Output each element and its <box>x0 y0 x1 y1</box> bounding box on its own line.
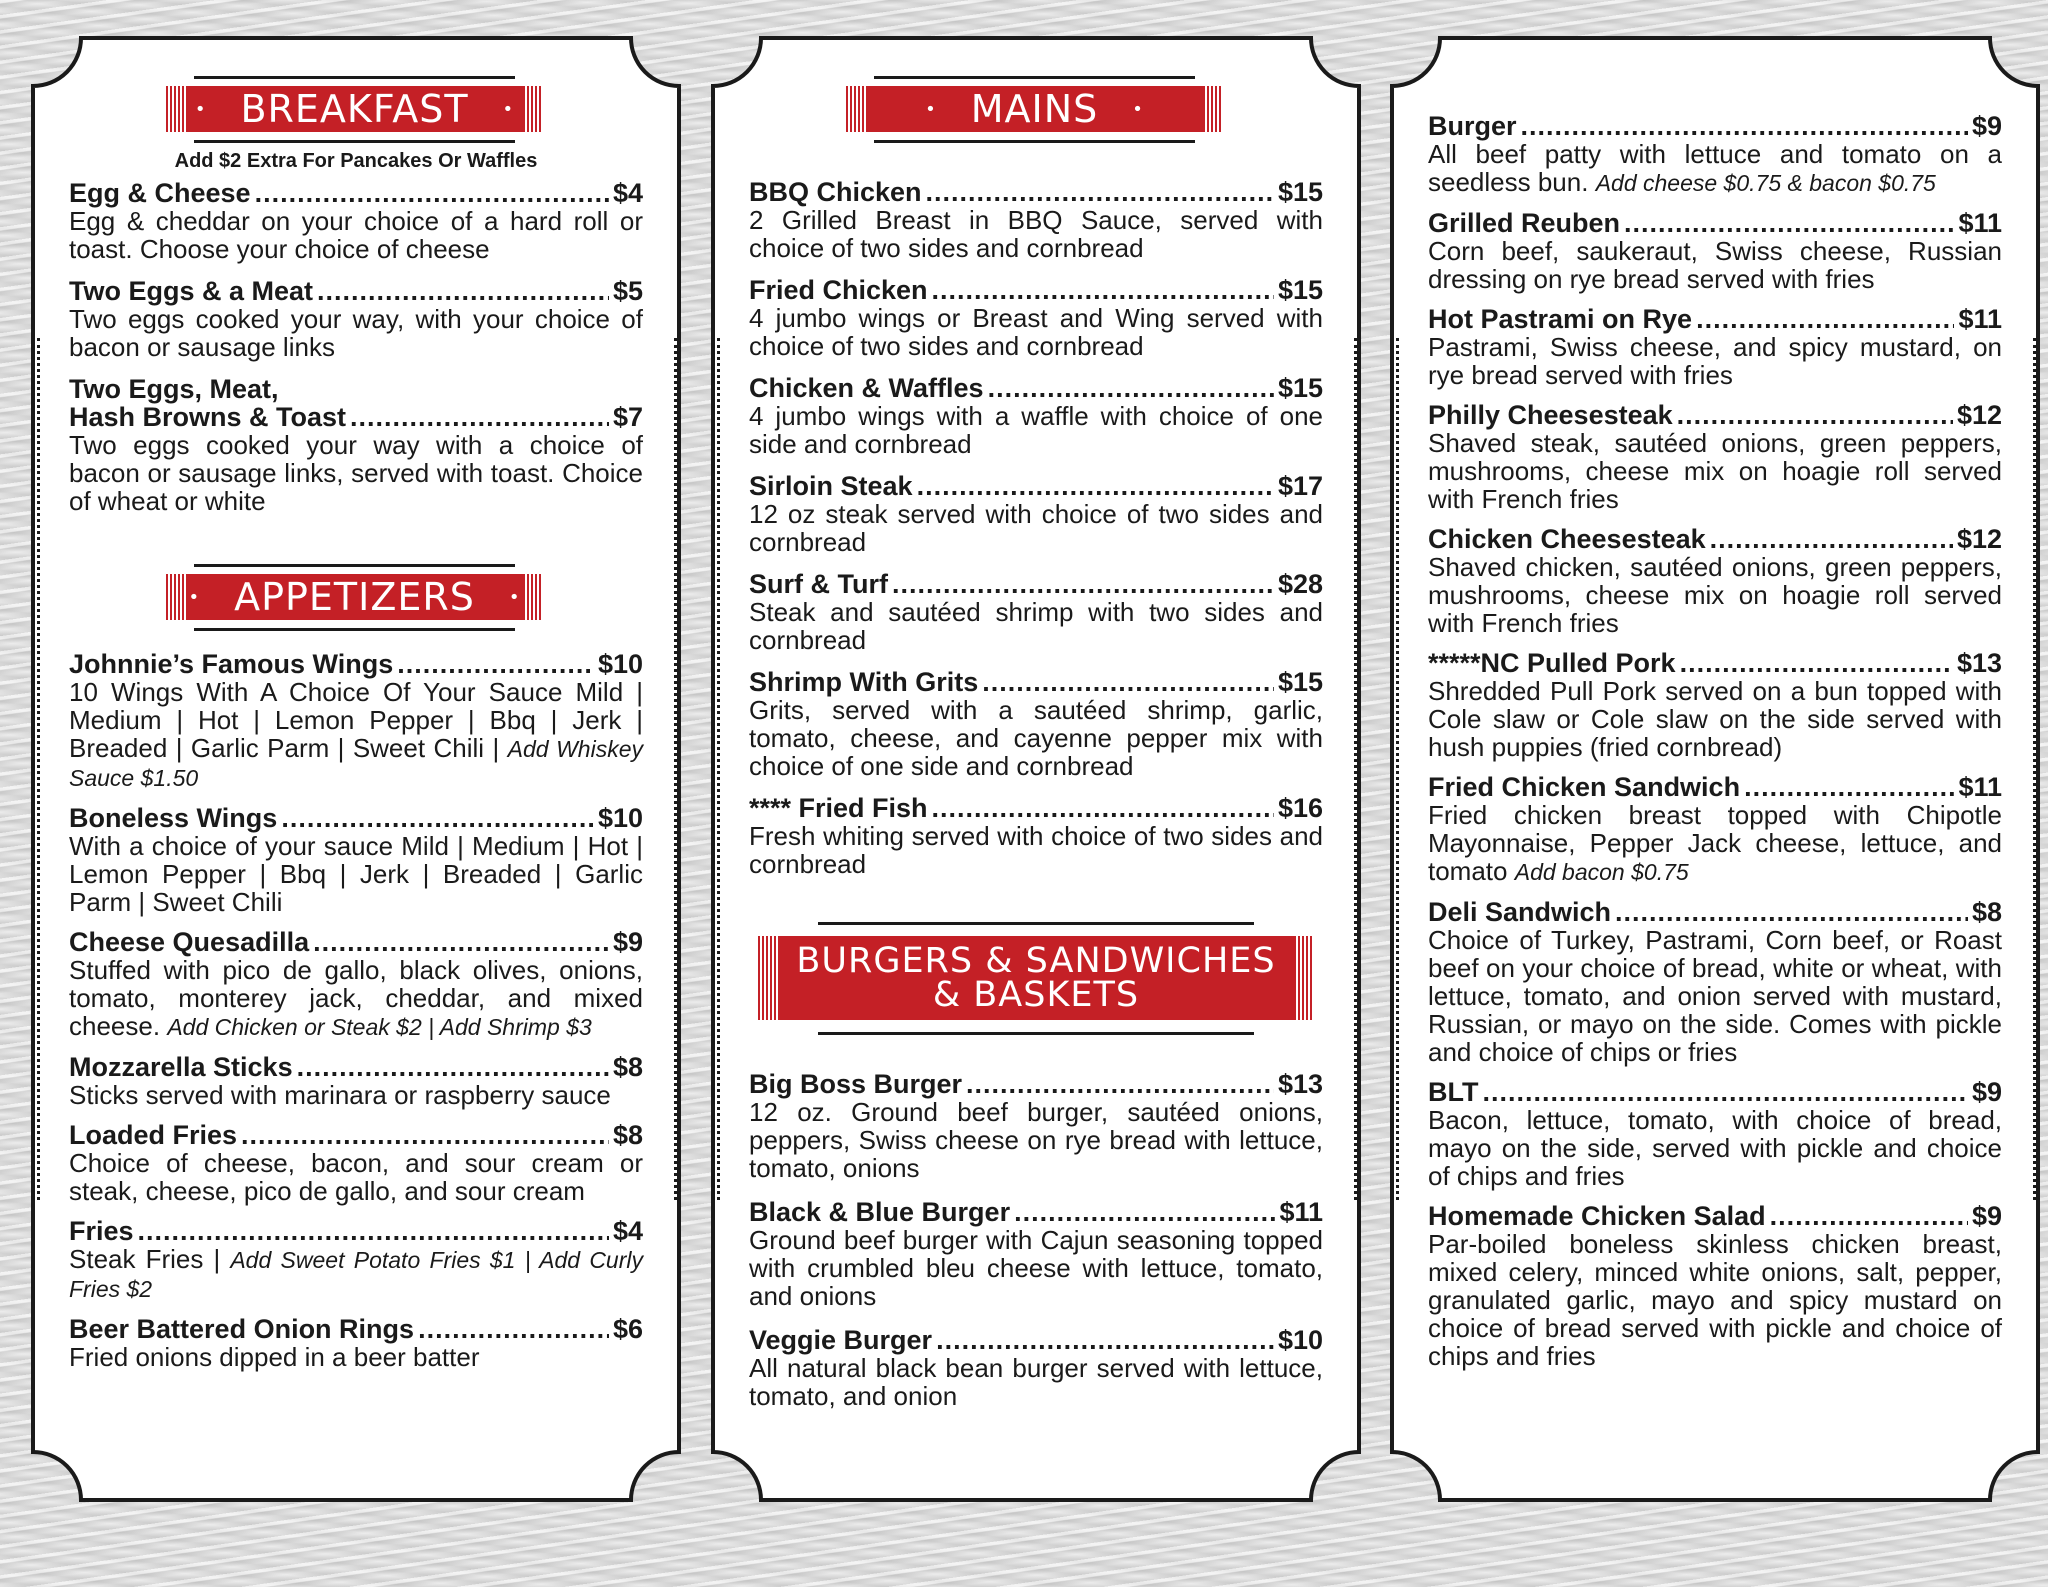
menu-item <box>749 472 1323 556</box>
item-price: $9 <box>1971 111 2002 141</box>
menu-item <box>69 1315 643 1371</box>
dotted-divider <box>37 338 40 1200</box>
item-description-text: Fried onions dipped in a beer batter <box>69 1342 480 1372</box>
item-price: $8 <box>612 1052 643 1082</box>
item-price: $17 <box>1277 471 1323 501</box>
item-description-text: Fried chicken breast topped with Chipotle Mayonnaise, Pepper Jack cheese, lettuce, and tomato <box>1428 800 2002 886</box>
item-description-text: Steak and sautéed shrimp with two sides and cornbread <box>749 597 1323 655</box>
item-price: $11 <box>1958 304 2002 334</box>
item-price: $10 <box>597 649 643 679</box>
item-note: Add cheese $0.75 & bacon $0.75 <box>1595 170 1936 196</box>
item-note: Add Chicken or Steak $2 | Add Shrimp $3 <box>167 1014 592 1040</box>
item-name: *****NC Pulled Pork <box>1428 648 1676 678</box>
menu-item <box>1428 649 2002 761</box>
menu-item <box>1428 401 2002 513</box>
item-price: $8 <box>612 1120 643 1150</box>
appetizers-title: APPETIZERS <box>234 575 475 619</box>
item-name: Philly Cheesesteak <box>1428 400 1673 430</box>
item-description-text: 10 Wings With A Choice Of Your Sauce Mild | Medium | Hot | Lemon Pepper | Bbq | Jerk | Breaded | Garlic Parm | Sweet Chili | <box>69 677 643 763</box>
item-description <box>1428 1106 2002 1190</box>
burgers-banner <box>758 920 1314 1038</box>
menu-item <box>69 928 643 1041</box>
panel-right <box>1392 38 2038 1500</box>
breakfast-banner: • BREAKFAST • <box>166 74 543 146</box>
item-description-text: 2 Grilled Breast in BBQ Sauce, served with choice of two sides and cornbread <box>749 205 1323 263</box>
item-description <box>749 822 1323 878</box>
item-name: BBQ Chicken <box>749 177 922 207</box>
item-name: Hash Browns & Toast <box>69 402 347 432</box>
menu-item <box>69 375 643 515</box>
menu-item <box>69 1053 643 1109</box>
item-description-text: Par-boiled boneless skinless chicken breast, mixed celery, minced white onions, salt, pepper, granulated garlic, mayo and spicy mustard on choice of bread served with pickle and choice of chips and fries <box>1428 1229 2002 1371</box>
item-description-text: 4 jumbo wings or Breast and Wing served with choice of two sides and cornbread <box>749 303 1323 361</box>
item-description <box>1428 553 2002 637</box>
dotted-divider <box>2033 338 2036 1200</box>
menu-item <box>1428 112 2002 197</box>
item-price: $15 <box>1277 373 1323 403</box>
item-name-line1: Two Eggs, Meat, <box>69 374 279 404</box>
item-name: Johnnie’s Famous Wings <box>69 649 394 679</box>
item-description-text: 4 jumbo wings with a waffle with choice of one side and cornbread <box>749 401 1323 459</box>
item-description <box>749 696 1323 780</box>
item-name: Hot Pastrami on Rye <box>1428 304 1693 334</box>
item-description: Two eggs cooked your way with a choice of bacon or sausage links, served with toast. Choice of wheat or white <box>69 430 643 516</box>
item-description-text: Steak Fries | <box>69 1244 221 1274</box>
menu-item <box>69 1121 643 1205</box>
item-description-text: Shredded Pull Pork served on a bun topped with Cole slaw or Cole slaw on the side served with hush puppies (fried cornbread) <box>1428 676 2002 762</box>
item-name: **** Fried Fish <box>749 793 928 823</box>
item-description-text: Pastrami, Swiss cheese, and spicy mustard, on rye bread served with fries <box>1428 332 2002 390</box>
item-description-text: All beef patty with lettuce and tomato on a seedless bun. <box>1428 139 2002 197</box>
item-description <box>69 832 643 916</box>
item-price: $13 <box>1956 648 2002 678</box>
item-description-text: Sticks served with marinara or raspberry sauce <box>69 1080 611 1110</box>
item-price: $4 <box>612 1216 643 1246</box>
item-name: Veggie Burger <box>749 1325 933 1355</box>
item-name: Mozzarella Sticks <box>69 1052 293 1082</box>
menu-item <box>749 1198 1323 1310</box>
menu-item <box>1428 1202 2002 1370</box>
dotted-divider <box>674 338 677 1200</box>
item-description-text: Choice of Turkey, Pastrami, Corn beef, or Roast beef on your choice of bread, white or wheat, with lettuce, tomato, and onion served with mustard, Russian, or mayo on the side. Comes with pickle and choice of chips or fries <box>1428 925 2002 1067</box>
item-description <box>749 402 1323 458</box>
menu-item <box>69 1217 643 1303</box>
item-price: $11 <box>1279 1197 1323 1227</box>
menu-item <box>749 570 1323 654</box>
item-description <box>69 1343 643 1371</box>
item-name: Beer Battered Onion Rings <box>69 1314 415 1344</box>
dotted-divider <box>717 338 720 1200</box>
burgers-section <box>749 1070 1323 1426</box>
item-name: Chicken & Waffles <box>749 373 984 403</box>
item-description: Two eggs cooked your way, with your choice of bacon or sausage links <box>69 304 643 362</box>
item-name: Surf & Turf <box>749 569 888 599</box>
item-note: Add bacon $0.75 <box>1514 859 1689 885</box>
item-name: Fries <box>69 1216 134 1246</box>
item-price: $5 <box>612 276 643 306</box>
menu-item <box>749 178 1323 262</box>
item-description-text: Ground beef burger with Cajun seasoning topped with crumbled bleu cheese with lettuce, tomato, and onions <box>749 1225 1323 1311</box>
item-name: Two Eggs & a Meat <box>69 276 314 306</box>
item-price: $28 <box>1277 569 1323 599</box>
panel-left <box>33 38 679 1500</box>
menu-item <box>69 277 643 361</box>
menu-item <box>749 276 1323 360</box>
item-description <box>749 500 1323 556</box>
item-price: $6 <box>612 1314 643 1344</box>
item-price: $13 <box>1277 1069 1323 1099</box>
menu-item <box>1428 305 2002 389</box>
menu-item <box>749 1070 1323 1182</box>
item-description-text: Bacon, lettuce, tomato, with choice of bread, mayo on the side, served with pickle and choice of chips and fries <box>1428 1105 2002 1191</box>
item-description <box>749 206 1323 262</box>
item-name: Fried Chicken <box>749 275 928 305</box>
item-name: Cheese Quesadilla <box>69 927 310 957</box>
item-name: Black & Blue Burger <box>749 1197 1011 1227</box>
item-description <box>69 678 643 792</box>
item-price: $15 <box>1277 275 1323 305</box>
item-name: Shrimp With Grits <box>749 667 979 697</box>
item-name: Fried Chicken Sandwich <box>1428 772 1741 802</box>
menu-item <box>69 179 643 263</box>
menu-item <box>749 1326 1323 1410</box>
item-price: $11 <box>1958 208 2002 238</box>
item-description-text: Shaved steak, sautéed onions, green peppers, mushrooms, cheese mix on hoagie roll served with French fries <box>1428 428 2002 514</box>
item-name: Sirloin Steak <box>749 471 913 501</box>
menu-item <box>749 794 1323 878</box>
dotted-divider <box>1354 338 1357 1200</box>
appetizers-banner: • APPETIZERS • <box>166 562 543 634</box>
item-name: Boneless Wings <box>69 803 278 833</box>
item-description-text: Shaved chicken, sautéed onions, green peppers, mushrooms, cheese mix on hoagie roll served with French fries <box>1428 552 2002 638</box>
item-description-text: 12 oz steak served with choice of two sides and cornbread <box>749 499 1323 557</box>
dotted-divider <box>1396 338 1399 1200</box>
menu-item <box>749 374 1323 458</box>
item-price: $4 <box>612 178 643 208</box>
mains-banner: • MAINS • <box>846 74 1223 146</box>
mains-section <box>749 178 1323 892</box>
menu-item <box>69 650 643 792</box>
appetizers-section <box>69 650 643 1383</box>
breakfast-section <box>69 150 643 529</box>
mains-title: MAINS <box>970 87 1099 131</box>
item-description <box>69 956 643 1041</box>
item-description <box>1428 677 2002 761</box>
item-description <box>749 1226 1323 1310</box>
item-price: $10 <box>1277 1325 1323 1355</box>
menu-item <box>1428 209 2002 293</box>
panel-middle <box>713 38 1359 1500</box>
breakfast-title: BREAKFAST <box>240 87 469 131</box>
item-name: BLT <box>1428 1077 1479 1107</box>
item-price: $8 <box>1971 897 2002 927</box>
item-price: $15 <box>1277 667 1323 697</box>
item-description <box>1428 429 2002 513</box>
item-name: Loaded Fries <box>69 1120 238 1150</box>
item-description <box>69 1149 643 1205</box>
burgers-title-line1: BURGERS & SANDWICHES <box>796 941 1276 981</box>
menu-item <box>69 804 643 916</box>
item-price: $7 <box>612 402 643 432</box>
item-price: $15 <box>1277 177 1323 207</box>
item-price: $9 <box>1971 1077 2002 1107</box>
item-note: Add Whiskey Sauce $1.50 <box>69 736 644 791</box>
item-description <box>1428 1230 2002 1370</box>
item-description <box>749 304 1323 360</box>
item-price: $16 <box>1277 793 1323 823</box>
item-description-text: All natural black bean burger served with lettuce, tomato, and onion <box>749 1353 1323 1411</box>
item-price: $9 <box>612 927 643 957</box>
item-price: $11 <box>1958 772 2002 802</box>
breakfast-note: Add $2 Extra For Pancakes Or Waffles <box>174 150 538 172</box>
menu-item <box>1428 898 2002 1066</box>
item-description <box>1428 926 2002 1066</box>
item-description-text: Choice of cheese, bacon, and sour cream or steak, cheese, pico de gallo, and sour cream <box>69 1148 643 1206</box>
sandwiches-section <box>1428 112 2002 1382</box>
menu-item <box>1428 525 2002 637</box>
menu-item <box>1428 773 2002 886</box>
item-description <box>1428 237 2002 293</box>
item-note: Add Sweet Potato Fries $1 | Add Curly Fries $2 <box>69 1247 643 1302</box>
item-description-text: Stuffed with pico de gallo, black olives, onions, tomato, monterey jack, cheddar, and mixed cheese. <box>69 955 643 1041</box>
item-description <box>749 1354 1323 1410</box>
item-name: Burger <box>1428 111 1517 141</box>
item-price: $12 <box>1956 400 2002 430</box>
item-name: Grilled Reuben <box>1428 208 1621 238</box>
item-description: Egg & cheddar on your choice of a hard roll or toast. Choose your choice of cheese <box>69 206 643 264</box>
item-name: Deli Sandwich <box>1428 897 1612 927</box>
item-name: Chicken Cheesesteak <box>1428 524 1706 554</box>
item-description <box>69 1245 643 1303</box>
item-name: Big Boss Burger <box>749 1069 963 1099</box>
menu-item <box>1428 1078 2002 1190</box>
item-name: Egg & Cheese <box>69 178 251 208</box>
item-description-text: 12 oz. Ground beef burger, sautéed onions, peppers, Swiss cheese on rye bread with lettuce, tomato, onions <box>749 1097 1323 1183</box>
item-description <box>749 1098 1323 1182</box>
burgers-title-line2: & BASKETS <box>932 975 1140 1015</box>
item-description <box>1428 140 2002 197</box>
item-price: $12 <box>1956 524 2002 554</box>
item-description-text: Grits, served with a sautéed shrimp, garlic, tomato, cheese, and cayenne pepper mix with choice of one side and cornbread <box>749 695 1323 781</box>
item-description <box>1428 801 2002 886</box>
menu-item <box>749 668 1323 780</box>
item-description <box>1428 333 2002 389</box>
item-description <box>69 1081 643 1109</box>
item-description <box>749 598 1323 654</box>
item-price: $10 <box>597 803 643 833</box>
item-description-text: With a choice of your sauce Mild | Medium | Hot | Lemon Pepper | Bbq | Jerk | Breaded | Garlic Parm | Sweet Chili <box>69 831 643 917</box>
item-name: Homemade Chicken Salad <box>1428 1201 1766 1231</box>
item-description-text: Corn beef, saukeraut, Swiss cheese, Russian dressing on rye bread served with fries <box>1428 236 2002 294</box>
item-price: $9 <box>1971 1201 2002 1231</box>
item-description-text: Fresh whiting served with choice of two sides and cornbread <box>749 821 1323 879</box>
